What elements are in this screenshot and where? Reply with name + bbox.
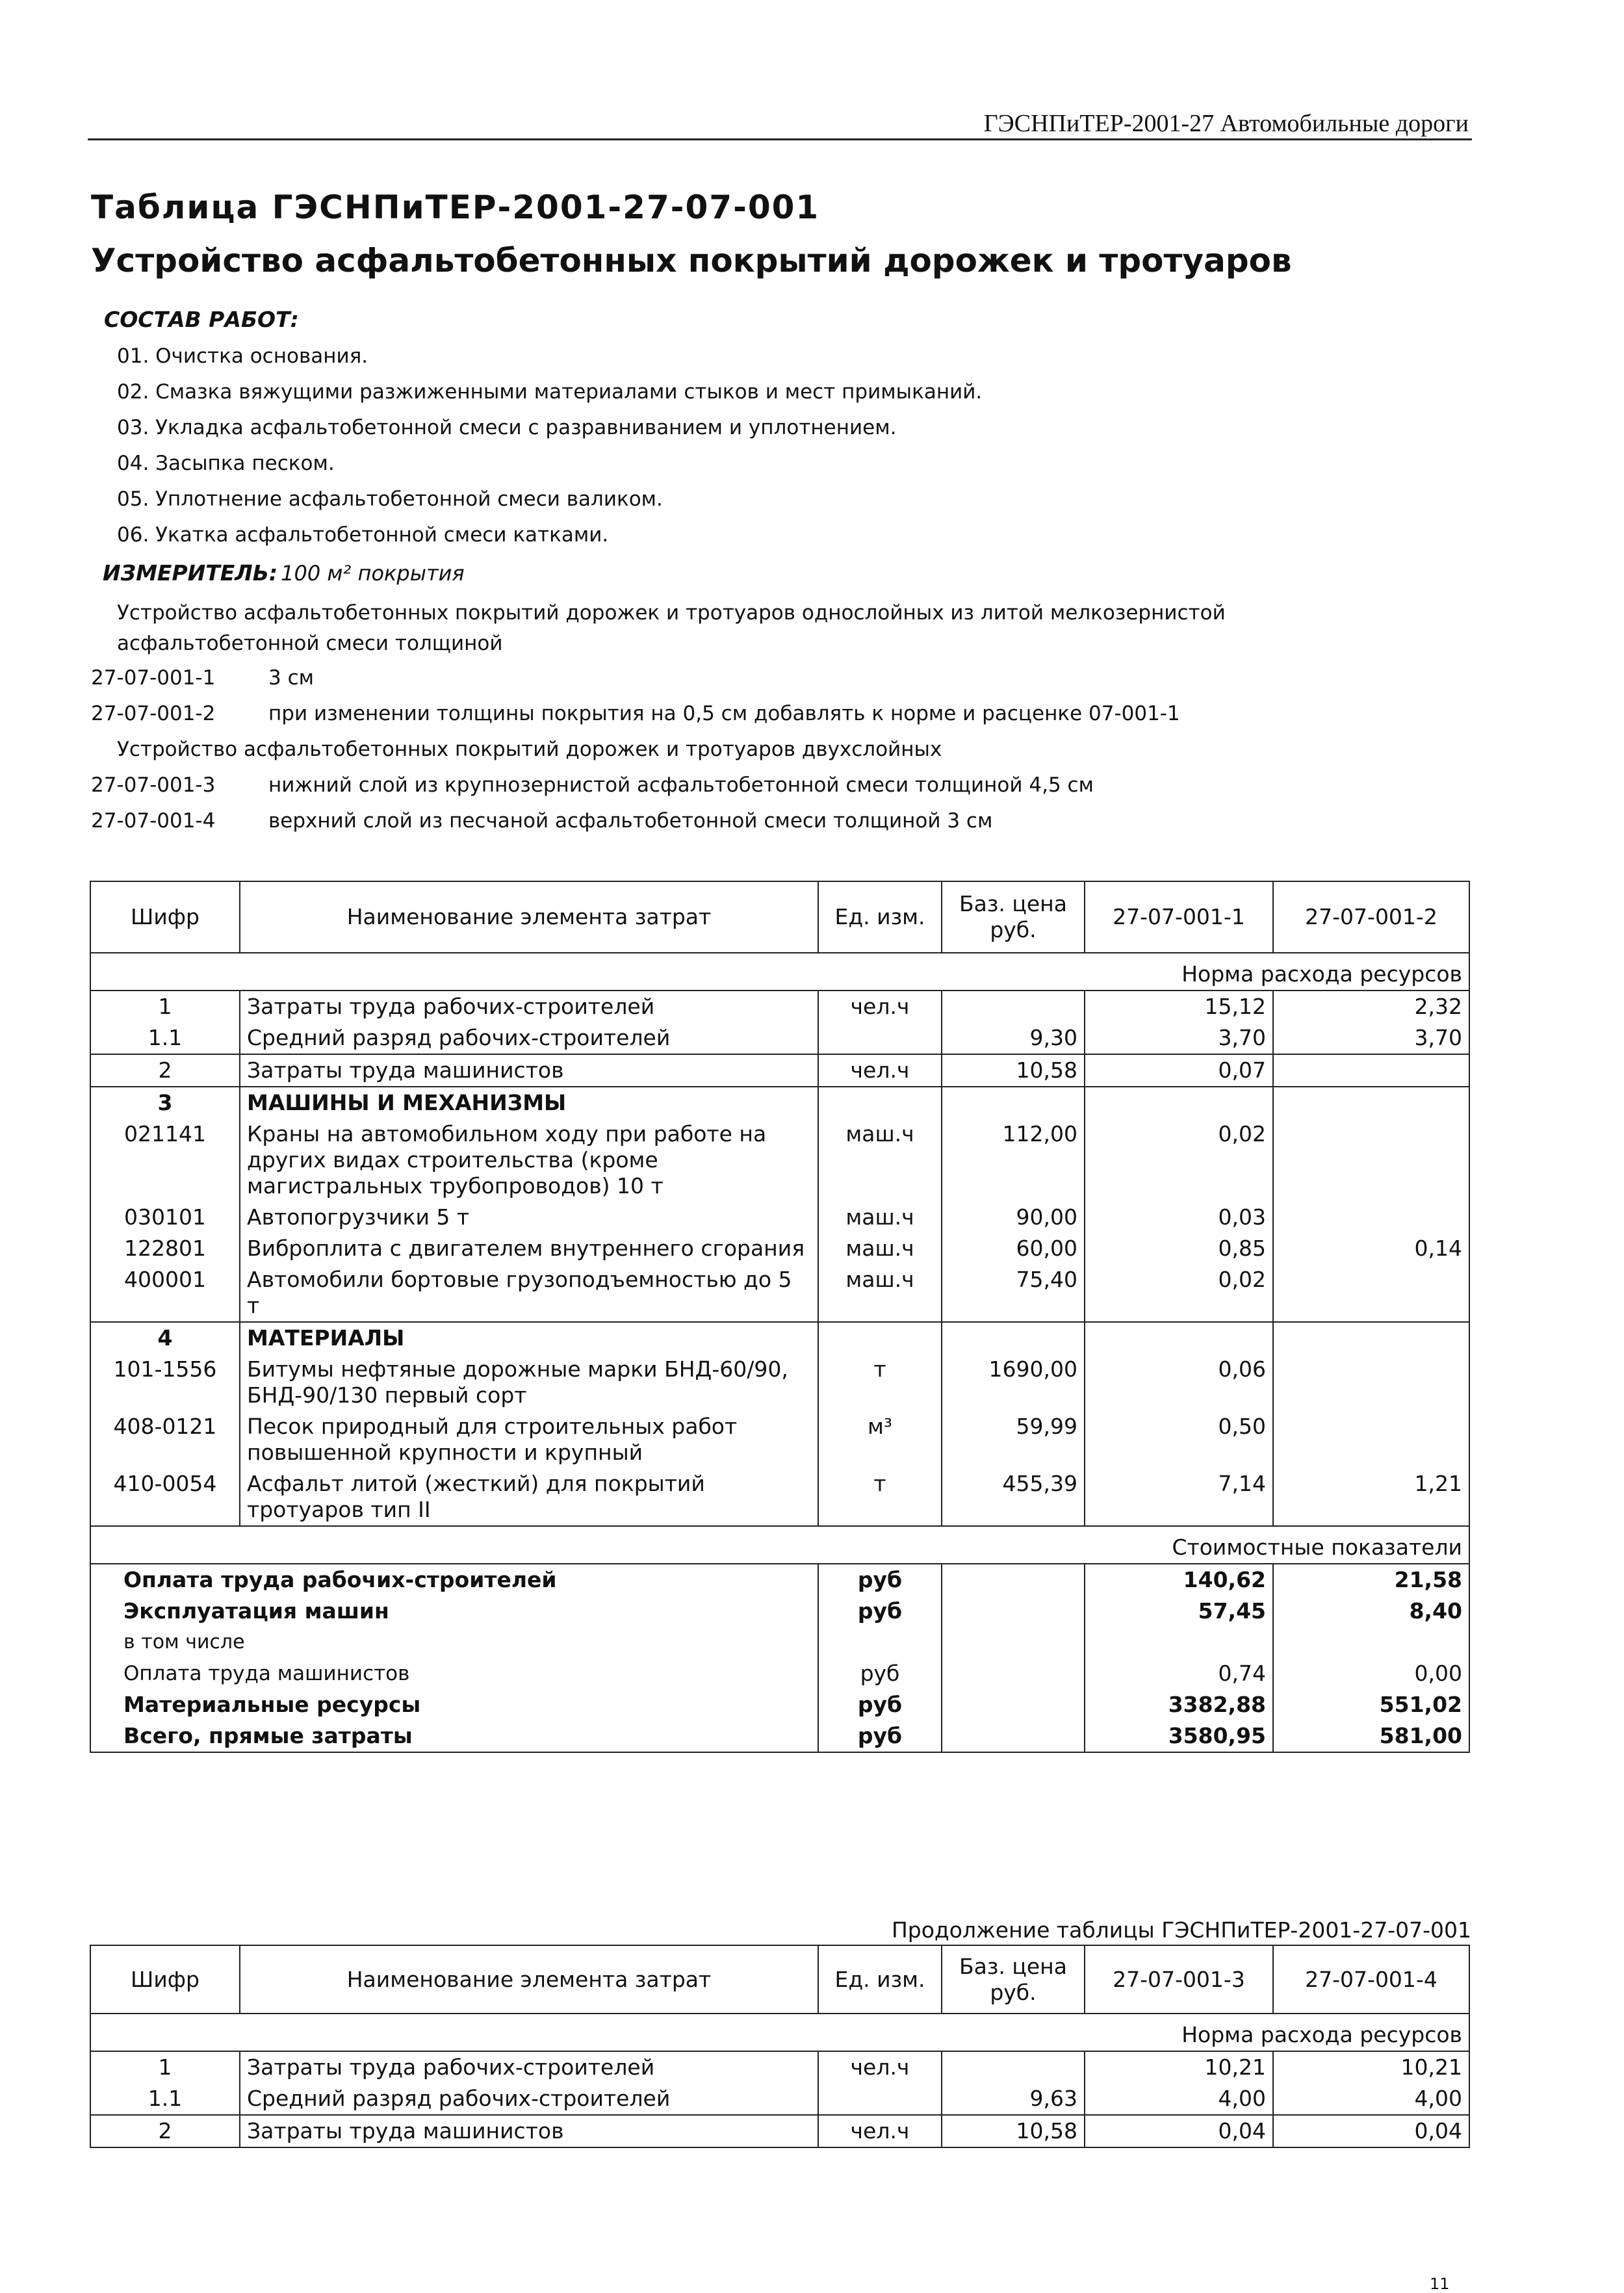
- header-cell: Ед. изм.: [818, 1945, 942, 2014]
- cell: 0,85: [1085, 1233, 1273, 1264]
- cell: 59,99: [942, 1411, 1085, 1468]
- cell: 140,62: [1085, 1564, 1273, 1596]
- cell: 0,04: [1273, 2115, 1469, 2147]
- cell: Всего, прямые затраты: [90, 1720, 818, 1752]
- rate-text: 3 см: [268, 666, 315, 690]
- cell: 122801: [90, 1233, 240, 1264]
- rate-code: 27-07-001-2: [91, 702, 216, 725]
- cell: [1085, 1322, 1273, 1354]
- running-header: ГЭСНПиТЕР-2001-27 Автомобильные дороги: [983, 110, 1469, 137]
- norm-row: [90, 953, 1469, 991]
- cell: [942, 1087, 1085, 1119]
- cell: Затраты труда рабочих-строителей: [240, 2051, 818, 2083]
- cell: МАШИНЫ И МЕХАНИЗМЫ: [240, 1087, 818, 1119]
- cell: 15,12: [1085, 991, 1273, 1022]
- cell: Затраты труда машинистов: [240, 2115, 818, 2147]
- cost-row: [90, 1596, 1469, 1627]
- group2-description: Устройство асфальтобетонных покрытий дорожек и тротуаров двухслойных: [117, 738, 942, 761]
- section-row: [90, 1087, 1469, 1119]
- rate-text: нижний слой из крупнозернистой асфальтобетонной смеси толщиной 4,5 см: [268, 773, 1094, 797]
- cell: 10,21: [1273, 2051, 1469, 2083]
- cell: [818, 1087, 942, 1119]
- cell: в том числе: [90, 1627, 818, 1658]
- group1-description: Устройство асфальтобетонных покрытий дорожек и тротуаров однослойных из литой мелкозернистой: [117, 601, 1226, 625]
- cell: Краны на автомобильном ходу при работе на других видах строительства (кроме магистральных трубопроводов) 10 т: [240, 1119, 818, 1202]
- rate-text: верхний слой из песчаной асфальтобетонной смеси толщиной 3 см: [268, 809, 993, 833]
- cell: [818, 2083, 942, 2115]
- cell: Оплата труда машинистов: [90, 1658, 818, 1689]
- cell: 1: [90, 2051, 240, 2083]
- work-item: 01. Очистка основания.: [117, 344, 368, 368]
- cell: маш.ч: [818, 1202, 942, 1233]
- cell: 4,00: [1085, 2083, 1273, 2115]
- table-row: [90, 1119, 1469, 1202]
- works-label: СОСТАВ РАБОТ:: [104, 307, 299, 332]
- cell: 030101: [90, 1202, 240, 1233]
- cell: Песок природный для строительных работ повышенной крупности и крупный: [240, 1411, 818, 1468]
- cell: 4: [90, 1322, 240, 1354]
- cell: 021141: [90, 1119, 240, 1202]
- cost-row: [90, 1658, 1469, 1689]
- table-row: [90, 1264, 1469, 1322]
- section-row: [90, 1322, 1469, 1354]
- header-cell: 27-07-001-3: [1085, 1945, 1273, 2014]
- cell: 3,70: [1273, 1022, 1469, 1054]
- norm-label: Норма расхода ресурсов: [90, 2014, 1469, 2051]
- cell: [1273, 1119, 1469, 1202]
- cell: маш.ч: [818, 1119, 942, 1202]
- continuation-caption: Продолжение таблицы ГЭСНПиТЕР-2001-27-07-001: [891, 1917, 1471, 1943]
- cell: чел.ч: [818, 2051, 942, 2083]
- cell: [818, 1627, 942, 1658]
- cell: 21,58: [1273, 1564, 1469, 1596]
- header-cell: 27-07-001-2: [1273, 881, 1469, 953]
- cell: т: [818, 1468, 942, 1526]
- cell: 408-0121: [90, 1411, 240, 1468]
- cell: т: [818, 1354, 942, 1411]
- cell: [942, 2051, 1085, 2083]
- header-row: [90, 881, 1469, 953]
- cell: 0,02: [1085, 1119, 1273, 1202]
- header-cell: Баз. цена руб.: [942, 1945, 1085, 2014]
- cell: 9,30: [942, 1022, 1085, 1054]
- cell: руб: [818, 1720, 942, 1752]
- rate-code: 27-07-001-4: [91, 809, 216, 833]
- cell: Автомобили бортовые грузоподъемностью до 5 т: [240, 1264, 818, 1322]
- cell: 75,40: [942, 1264, 1085, 1322]
- cell: чел.ч: [818, 991, 942, 1022]
- cell: [942, 1322, 1085, 1354]
- cell: 0,06: [1085, 1354, 1273, 1411]
- cell: 1.1: [90, 1022, 240, 1054]
- cost-row: [90, 1564, 1469, 1596]
- table-row: [90, 1354, 1469, 1411]
- cell: Автопогрузчики 5 т: [240, 1202, 818, 1233]
- cell: 0,03: [1085, 1202, 1273, 1233]
- table-name-title: Устройство асфальтобетонных покрытий дорожек и тротуаров: [91, 242, 1292, 279]
- cell: [942, 991, 1085, 1022]
- cell: 10,58: [942, 1054, 1085, 1087]
- cell: Асфальт литой (жесткий) для покрытий тротуаров тип II: [240, 1468, 818, 1526]
- cell: 2: [90, 1054, 240, 1087]
- cell: м³: [818, 1411, 942, 1468]
- norm-row: [90, 2014, 1469, 2051]
- cell: чел.ч: [818, 2115, 942, 2147]
- cell: 4,00: [1273, 2083, 1469, 2115]
- rate-text: при изменении толщины покрытия на 0,5 см добавлять к норме и расценке 07-001-1: [268, 702, 1180, 725]
- work-item: 03. Укладка асфальтобетонной смеси с разравниванием и уплотнением.: [117, 416, 897, 439]
- cell: 0,04: [1085, 2115, 1273, 2147]
- cost-label-row: [90, 1526, 1469, 1564]
- table-row: [90, 2051, 1469, 2083]
- cell: 0,50: [1085, 1411, 1273, 1468]
- header-cell: Наименование элемента затрат: [240, 1945, 818, 2014]
- cell: 7,14: [1085, 1468, 1273, 1526]
- cell: 1: [90, 991, 240, 1022]
- cell: [1085, 1627, 1273, 1658]
- group1-description-cont: асфальтобетонной смеси толщиной: [117, 632, 503, 655]
- cell: маш.ч: [818, 1264, 942, 1322]
- cell: 10,58: [942, 2115, 1085, 2147]
- cell: 9,63: [942, 2083, 1085, 2115]
- cell: 2: [90, 2115, 240, 2147]
- header-rule: [88, 138, 1472, 140]
- work-item: 06. Укатка асфальтобетонной смеси катками.: [117, 523, 609, 547]
- cost-row: [90, 1689, 1469, 1720]
- cell: Затраты труда рабочих-строителей: [240, 991, 818, 1022]
- cell: маш.ч: [818, 1233, 942, 1264]
- cell: [1273, 1054, 1469, 1087]
- cell: Оплата труда рабочих-строителей: [90, 1564, 818, 1596]
- cell: 410-0054: [90, 1468, 240, 1526]
- cell: руб: [818, 1689, 942, 1720]
- header-cell: Шифр: [90, 1945, 240, 2014]
- table-row: [90, 1202, 1469, 1233]
- cost-label: Стоимостные показатели: [90, 1526, 1469, 1564]
- cell: Битумы нефтяные дорожные марки БНД-60/90, БНД-90/130 первый сорт: [240, 1354, 818, 1411]
- cell: Затраты труда машинистов: [240, 1054, 818, 1087]
- rate-code: 27-07-001-1: [91, 666, 216, 690]
- cell: Средний разряд рабочих-строителей: [240, 2083, 818, 2115]
- cell: 3,70: [1085, 1022, 1273, 1054]
- resource-table-continued: [90, 1945, 1470, 2148]
- header-cell: Ед. изм.: [818, 881, 942, 953]
- cell: 0,14: [1273, 1233, 1469, 1264]
- cell: 90,00: [942, 1202, 1085, 1233]
- cell: Эксплуатация машин: [90, 1596, 818, 1627]
- cell: 581,00: [1273, 1720, 1469, 1752]
- cell: 1.1: [90, 2083, 240, 2115]
- cell: МАТЕРИАЛЫ: [240, 1322, 818, 1354]
- cost-row: [90, 1627, 1469, 1658]
- cell: 3580,95: [1085, 1720, 1273, 1752]
- cell: 3382,88: [1085, 1689, 1273, 1720]
- resource-table: [90, 881, 1470, 1753]
- meter-line: [103, 560, 465, 586]
- cell: [1273, 1627, 1469, 1658]
- table-row: [90, 1411, 1469, 1468]
- cell: 0,02: [1085, 1264, 1273, 1322]
- header-cell: 27-07-001-4: [1273, 1945, 1469, 2014]
- cell: Средний разряд рабочих-строителей: [240, 1022, 818, 1054]
- cell: [1273, 1354, 1469, 1411]
- cell: 57,45: [1085, 1596, 1273, 1627]
- cell: Материальные ресурсы: [90, 1689, 818, 1720]
- cell: 400001: [90, 1264, 240, 1322]
- norm-label: Норма расхода ресурсов: [90, 953, 1469, 991]
- cell: чел.ч: [818, 1054, 942, 1087]
- header-cell: Баз. цена руб.: [942, 881, 1085, 953]
- cell: 112,00: [942, 1119, 1085, 1202]
- work-item: 04. Засыпка песком.: [117, 452, 335, 475]
- header-row: [90, 1945, 1469, 2014]
- table-row: [90, 991, 1469, 1022]
- cell: 455,39: [942, 1468, 1085, 1526]
- cell: 0,74: [1085, 1658, 1273, 1689]
- table-id-title: Таблица ГЭСНПиТЕР-2001-27-07-001: [91, 188, 820, 226]
- cell: 1690,00: [942, 1354, 1085, 1411]
- cell: 551,02: [1273, 1689, 1469, 1720]
- table-row: [90, 1022, 1469, 1054]
- cell: 0,00: [1273, 1658, 1469, 1689]
- meter-value: 100 м² покрытия: [281, 561, 465, 586]
- header-cell: Шифр: [90, 881, 240, 953]
- header-cell: 27-07-001-1: [1085, 881, 1273, 953]
- cell: 0,07: [1085, 1054, 1273, 1087]
- cell: руб: [818, 1596, 942, 1627]
- table-row: [90, 2083, 1469, 2115]
- cell: [1273, 1322, 1469, 1354]
- cell: 2,32: [1273, 991, 1469, 1022]
- cost-row: [90, 1720, 1469, 1752]
- cell: [1085, 1087, 1273, 1119]
- cell: [1273, 1264, 1469, 1322]
- cell: [818, 1022, 942, 1054]
- rate-code: 27-07-001-3: [91, 773, 216, 797]
- cell: 8,40: [1273, 1596, 1469, 1627]
- cell: 101-1556: [90, 1354, 240, 1411]
- table-row: [90, 1233, 1469, 1264]
- work-item: 02. Смазка вяжущими разжиженными материалами стыков и мест примыканий.: [117, 380, 983, 404]
- cell: [1273, 1202, 1469, 1233]
- cell: руб: [818, 1564, 942, 1596]
- cell: [1273, 1411, 1469, 1468]
- cell: руб: [818, 1658, 942, 1689]
- cell: Виброплита с двигателем внутреннего сгорания: [240, 1233, 818, 1264]
- cell: 60,00: [942, 1233, 1085, 1264]
- cell: [818, 1322, 942, 1354]
- cell: 3: [90, 1087, 240, 1119]
- header-cell: Наименование элемента затрат: [240, 881, 818, 953]
- cell: 10,21: [1085, 2051, 1273, 2083]
- cell: [1273, 1087, 1469, 1119]
- meter-label: ИЗМЕРИТЕЛЬ:: [103, 560, 278, 586]
- table-row: [90, 2115, 1469, 2147]
- table-row: [90, 1468, 1469, 1526]
- table-row: [90, 1054, 1469, 1087]
- work-item: 05. Уплотнение асфальтобетонной смеси валиком.: [117, 487, 663, 511]
- page-number: 11: [1430, 2275, 1450, 2293]
- cell: 1,21: [1273, 1468, 1469, 1526]
